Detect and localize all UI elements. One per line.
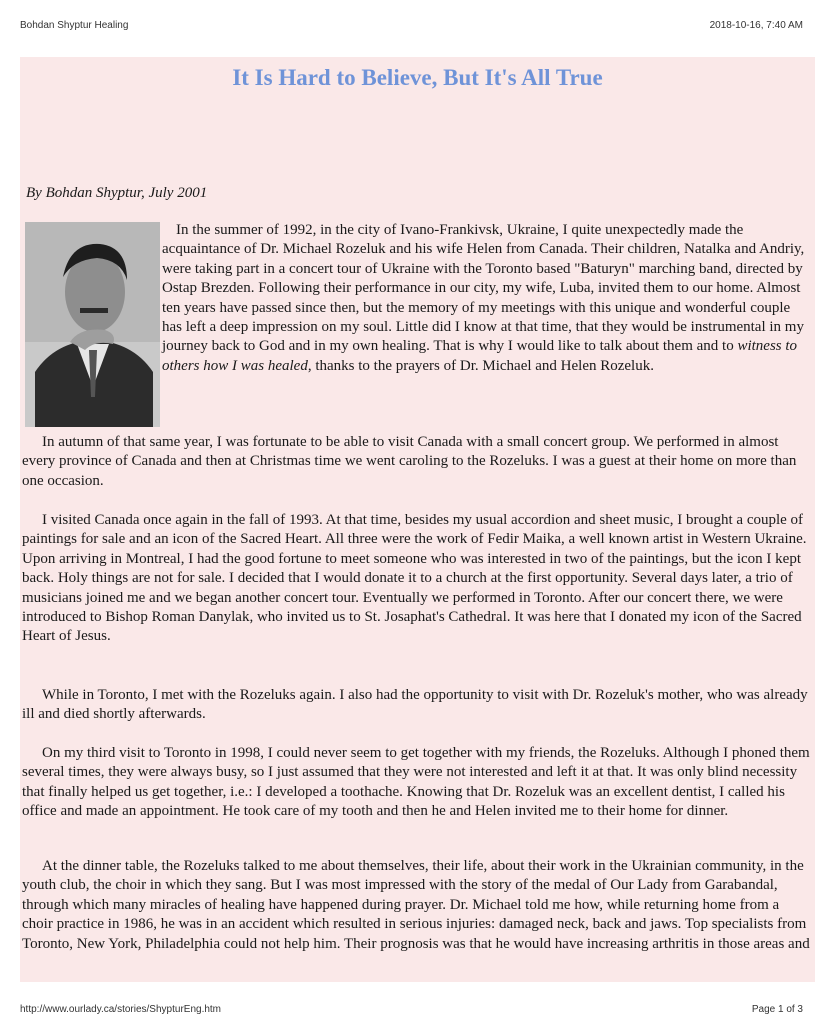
author-portrait-photo	[25, 222, 160, 427]
paragraph-1	[162, 221, 807, 376]
print-footer-url: http://www.ourlady.ca/stories/ShypturEng.htm	[20, 1004, 222, 1015]
paragraph-2: In autumn of that same year, I was fortunate to be able to visit Canada with a small concert group. We performed in almost every province of Canada and then at Christmas time we went caroling to the Rozeluks. I was a guest at their home on more than one occasion.	[22, 434, 797, 489]
paragraph-3: I visited Canada once again in the fall of 1993. At that time, besides my usual accordion and sheet music, I brought a couple of paintings for sale and an icon of the Sacred Heart. All three were the work of Fedir Maika, a well known artist in Western Ukraine. Upon arriving in Montreal, I had the good fortune to meet someone who was interested in two of the paintings, but the icon I kept back. Holy things are not for sale. I decided that I would donate it to a church at the first opportunity. Several days later, a trio of musicians joined me and we began another concert tour. Eventually we performed in Toronto. After our concert there, we were introduced to Bishop Roman Danylak, who invited us to St. Josaphat's Cathedral. It was here that I donated my icon of the Sacred Heart of Jesus.	[22, 512, 807, 645]
paragraph-1-text: In the summer of 1992, in the city of Ivano-Frankivsk, Ukraine, I quite unexpectedly made the acquaintance of Dr. Michael Rozeluk and his wife Helen from Canada. Their children, Natalka and Andriy, were taking part in a concert tour of Ukraine with the Toronto based "Baturyn" marching band, directed by Ostap Brezden. Following their performance in our city, my wife, Luba, invited them to our home. Almost ten years have passed since then, but the memory of my meetings with this unique and wonderful couple has left a deep impression on my soul. Little did I know at that time, that they would be instrumental in my journey back to God and in my own healing. That is why I would like to talk about them and to	[162, 222, 805, 355]
paragraph-4: While in Toronto, I met with the Rozeluks again. I also had the opportunity to visit with Dr. Rozeluk's mother, who was already ill and died shortly afterwards.	[22, 687, 808, 723]
portrait-icon	[25, 222, 160, 427]
paragraph-5: On my third visit to Toronto in 1998, I could never seem to get together with my friends, the Rozeluks. Although I phoned them several times, they were always busy, so I just assumed that they were not interested and left it at that. It was only blind necessity that finally helped us get together, i.e.: I developed a toothache. Knowing that Dr. Rozeluk was an excellent dentist, I called his office and made an appointment. He took care of my tooth and then he and Helen invited me to their home for dinner.	[22, 745, 810, 820]
paragraph-1-emphasis: witness to others how I was healed	[162, 338, 798, 374]
paragraph-6: At the dinner table, the Rozeluks talked to me about themselves, their life, about their work in the Ukrainian community, in the youth club, the choir in which they sang. But I was most impressed with the story of the medal of Our Lady from Garabandal, through which many miracles of healing have happened during prayer. Dr. Michael told me how, while returning home from a choir practice in 1986, he was in an accident which resulted in serious injuries: damaged neck, back and jaws. Top specialists from Toronto, New York, Philadelphia could not help him. Their prognosis was that he would have increasing arthritis in those areas and	[22, 858, 810, 952]
print-footer-page-number: Page 1 of 3	[751, 1004, 803, 1015]
paragraph-1-text-end: , thanks to the prayers of Dr. Michael and Helen Rozeluk.	[307, 357, 654, 374]
print-header-title: Bohdan Shyptur Healing	[20, 20, 129, 31]
article-byline: By Bohdan Shyptur, July 2001	[26, 185, 208, 201]
article-page	[20, 57, 815, 982]
print-header-datetime: 2018-10-16, 7:40 AM	[709, 20, 803, 31]
article-title: It Is Hard to Believe, But It's All True	[232, 65, 603, 90]
